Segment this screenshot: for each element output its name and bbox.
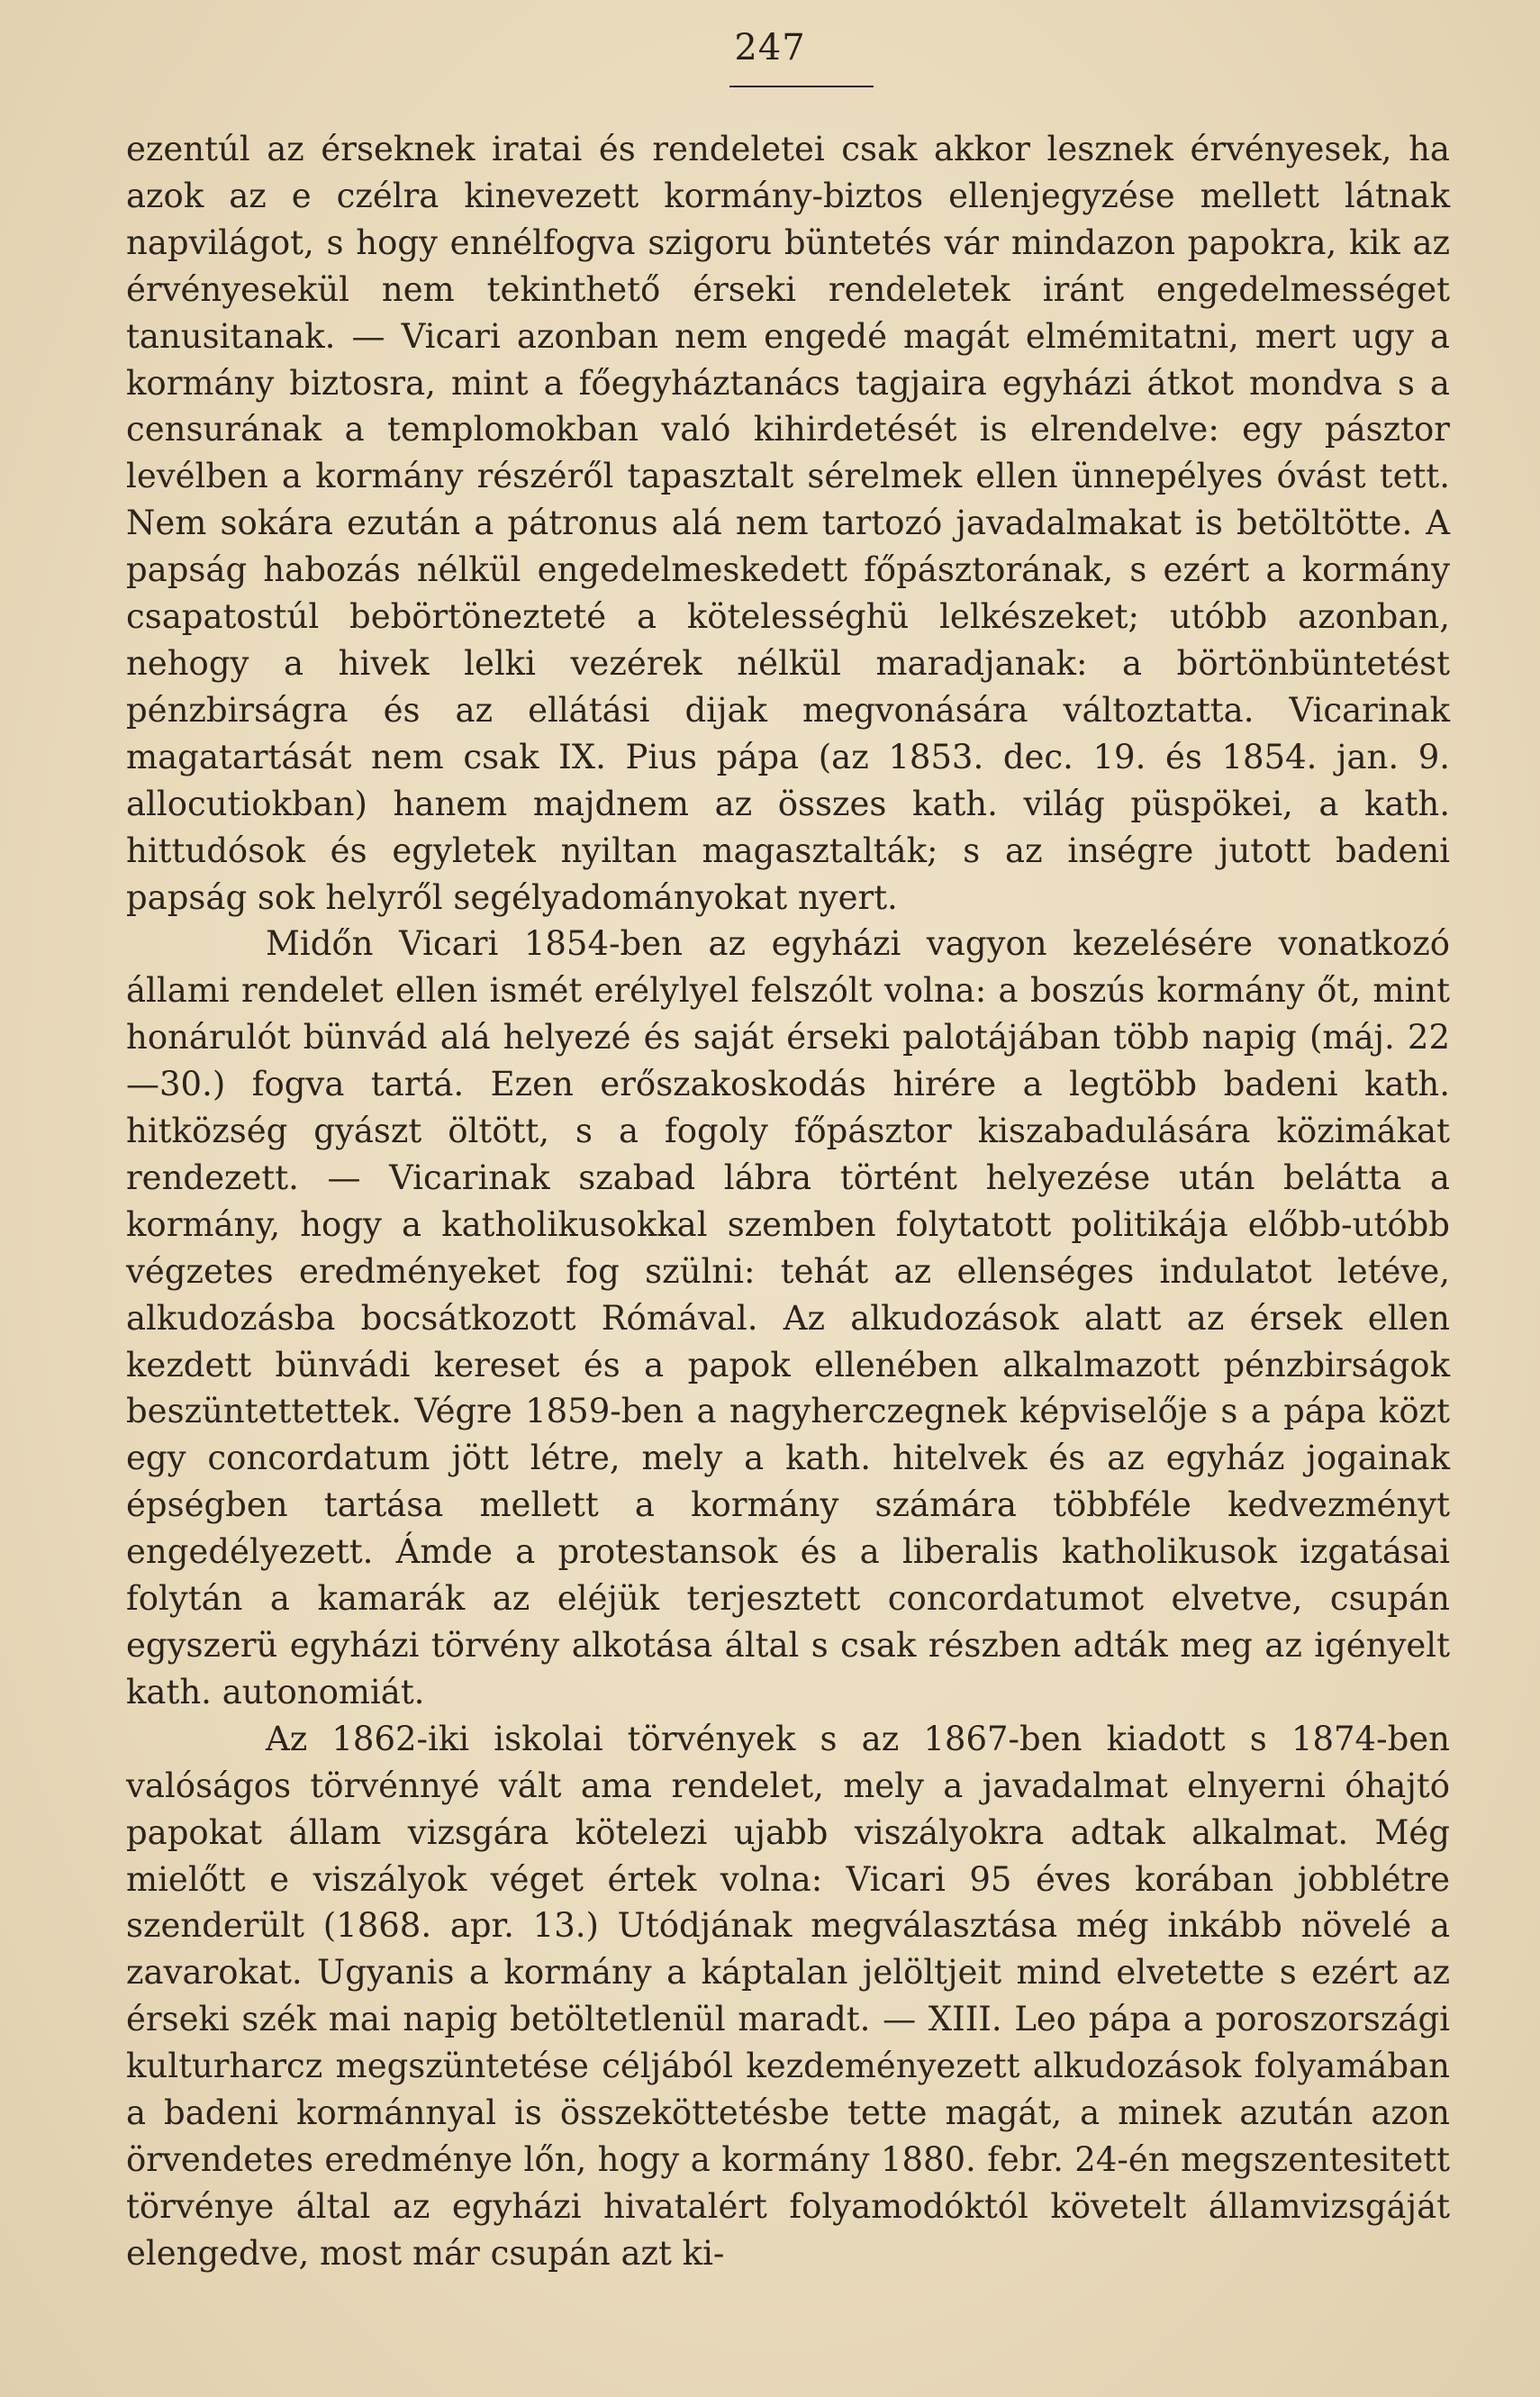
body-text [126, 126, 1450, 2277]
header-rule [729, 86, 874, 87]
page-number: 247 [734, 27, 806, 68]
paragraph-2: Midőn Vicari 1854-ben az egyházi vagyon kezelésére vonatkozó állami rendelet ellen ismét erélylyel felszólt volna: a boszús kormány őt, mint honárulót bünvád alá helyezé és saját érseki palotájában több napig (máj. 22—30.) fogva tartá. Ezen erőszakoskodás hirére a legtöbb badeni kath. hitközség gyászt öltött, s a fogoly főpásztor kiszabadulására közimákat rendezett. — Vicarinak szabad lábra történt helyezése után belátta a kormány, hogy a katholikusokkal szemben folytatott politikája előbb-utóbb végzetes eredményeket fog szülni: tehát az ellenséges indulatot letéve, alkudozásba bocsátkozott Rómával. Az alkudozások alatt az érsek ellen kezdett bünvádi kereset és a papok ellenében alkalmazott pénzbirságok beszüntettettek. Végre 1859-ben a nagyherczegnek képviselője s a pápa közt egy concordatum jött létre, mely a kath. hitelvek és az egyház jogainak épségben tartása mellett a kormány számára többféle kedvezményt engedélyezett. Ámde a protestansok és a liberalis katholikusok izgatásai folytán a kamarák az eléjük terjesztett concordatumot elvetve, csupán egyszerü egyházi törvény alkotása által s csak részben adták meg az igényelt kath. autonomiát. [126, 924, 1450, 1711]
paragraph-3: Az 1862-iki iskolai törvények s az 1867-ben kiadott s 1874-ben valóságos törvénnyé vált ama rendelet, mely a javadalmat elnyerni óhajtó papokat állam vizsgára kötelezi ujabb viszályokra adtak alkalmat. Még mielőtt e viszályok véget értek volna: Vicari 95 éves korában jobblétre szenderült (1868. apr. 13.) Utódjának megválasztása még inkább növelé a zavarokat. Ugyanis a kormány a káptalan jelöltjeit mind elvetette s ezért az érseki szék mai napig betöltetlenül maradt. — XIII. Leo pápa a poroszországi kulturharcz megszüntetése céljából kezdeményezett alkudozások folyamában a badeni kormánnyal is összeköttetésbe tette magát, a minek azután azon örvendetes eredménye lőn, hogy a kormány 1880. febr. 24-én megszentesitett törvénye által az egyházi hivatalért folyamodóktól követelt államvizsgáját elengedve, most már csupán azt ki- [126, 1719, 1450, 2273]
paragraph-1: ezentúl az érseknek iratai és rendeletei csak akkor lesznek érvényesek, ha azok az e czélra kinevezett kormány-biztos ellenjegyzése mellett látnak napvilágot, s hogy ennélfogva szigoru büntetés vár mindazon papokra, kik az érvényesekül nem tekinthető érseki rendeletek iránt engedelmességet tanusitanak. — Vicari azonban nem engedé magát elmémitatni, mert ugy a kormány biztosra, mint a főegyháztanács tagjaira egyházi átkot mondva s a censurának a templomokban való kihirdetését is elrendelve: egy pásztor levélben a kormány részéről tapasztalt sérelmek ellen ünnepélyes óvást tett. Nem sokára ezután a pátronus alá nem tartozó javadalmakat is betöltötte. A papság habozás nélkül engedelmeskedett főpásztorának, s ezért a kormány csapatostúl bebörtönezteté a kötelességhü lelkészeket; utóbb azonban, nehogy a hivek lelki vezérek nélkül maradjanak: a börtönbüntetést pénzbirságra és az ellátási dijak megvonására változtatta. Vicarinak magatartását nem csak IX. Pius pápa (az 1853. dec. 19. és 1854. jan. 9. allocutiokban) hanem majdnem az összes kath. világ püspökei, a kath. hittudósok és egyletek nyiltan magasztalták; s az inségre jutott badeni papság sok helyről segélyadományokat nyert. [126, 130, 1450, 917]
page-header [0, 27, 1540, 68]
